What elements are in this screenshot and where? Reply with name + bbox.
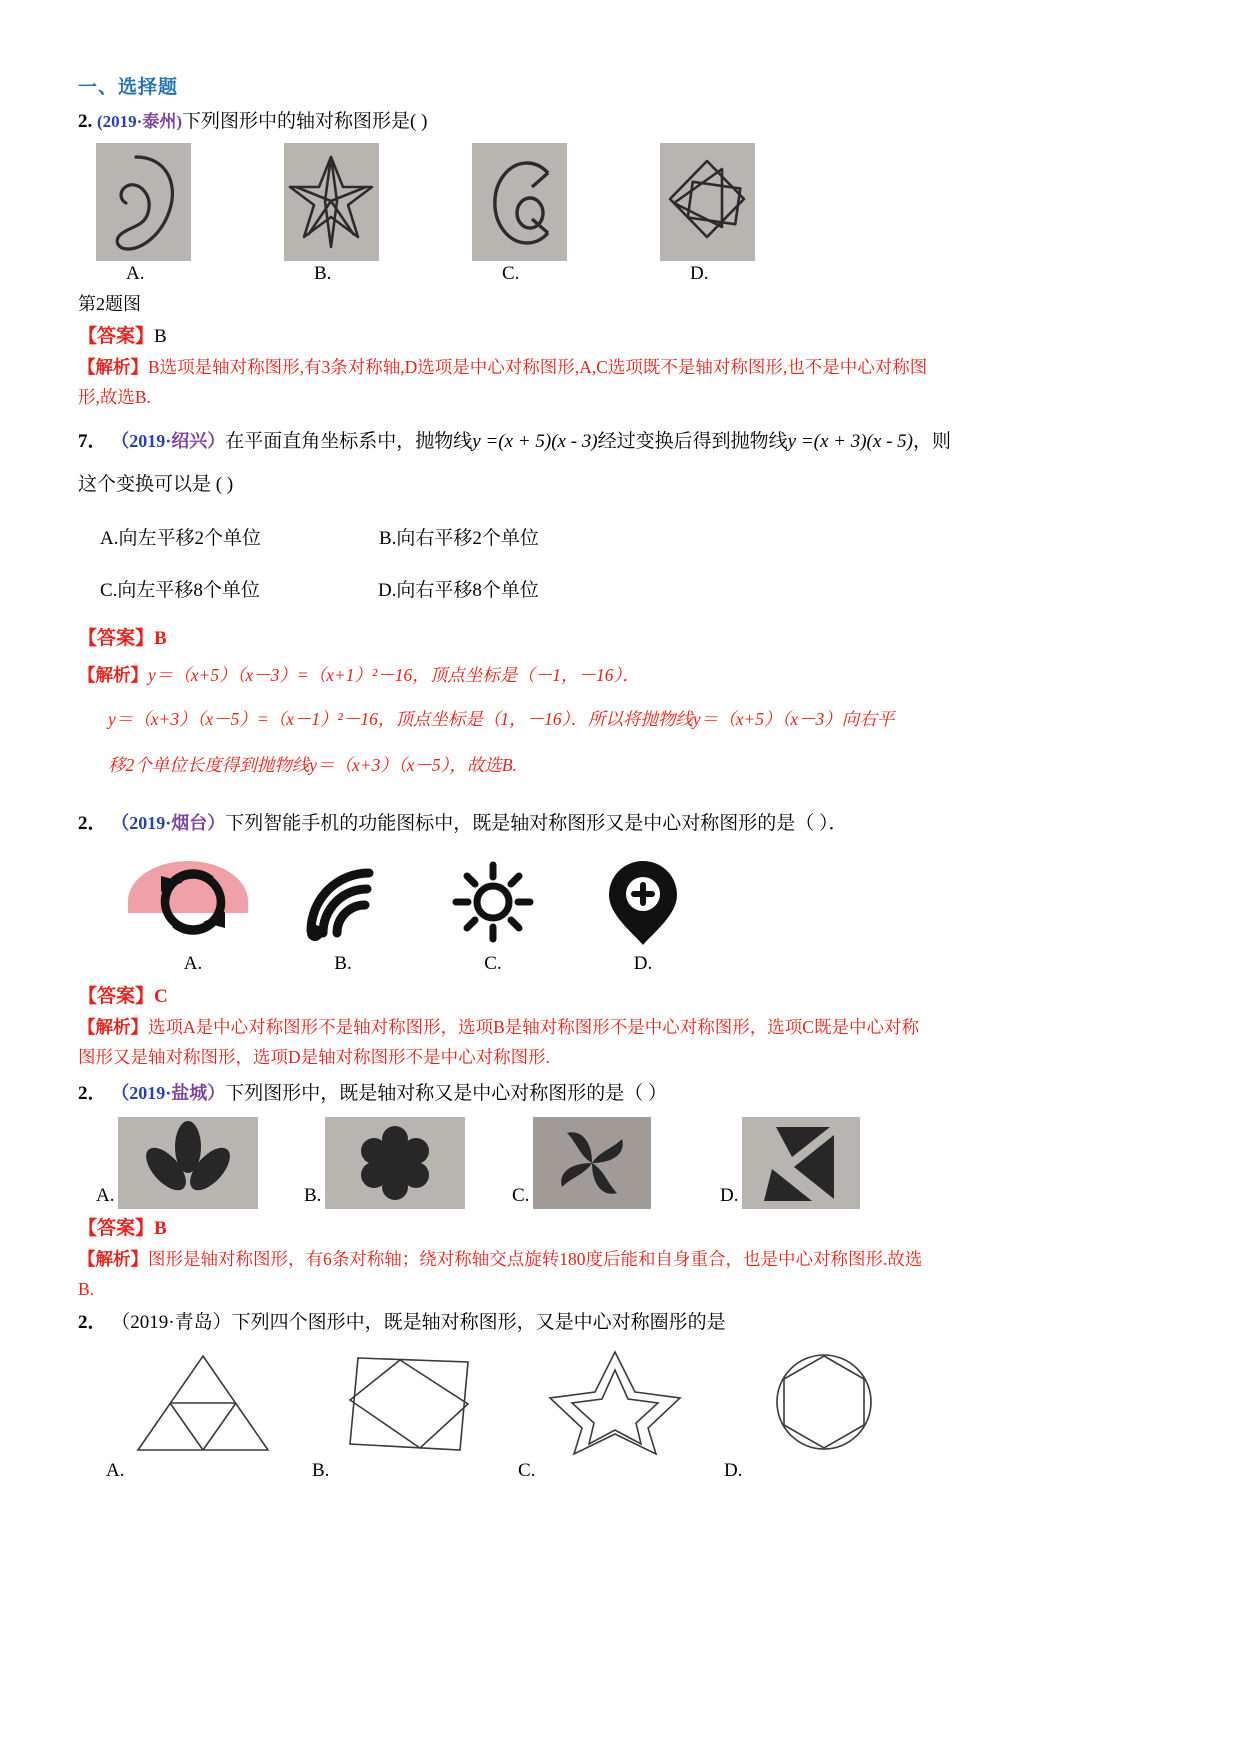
question-2-formula-2: y =(x + 3)(x - 5) (787, 431, 913, 452)
question-5-source-year: （2019· (111, 1312, 175, 1333)
icon-label-d: D. (633, 953, 653, 974)
question-1-source-city: 泰州) (142, 112, 183, 131)
option-a[interactable]: A.向左平移2个单位 (100, 528, 261, 549)
photo-b (325, 1117, 465, 1209)
icon-option-c (418, 857, 568, 975)
answer-value: B (154, 1218, 167, 1239)
option-label-d: D. (720, 1185, 739, 1206)
question-2-explanation-line2 (78, 696, 1179, 742)
wifi-icon (278, 857, 408, 947)
option-label-b: B. (314, 263, 332, 284)
answer-tag: 【答案】 (78, 986, 155, 1007)
explanation-line-1: 选项A是中心对称图形不是轴对称图形，选项B是轴对称图形不是中心对称图形，选项C既是中心对称 (148, 1017, 919, 1037)
explanation-line-2: 形,故选B. (78, 387, 151, 407)
geo-label-c: C. (518, 1460, 536, 1481)
photo-b (284, 143, 379, 261)
answer-value: C (154, 986, 168, 1007)
photo-d (742, 1117, 860, 1209)
option-b[interactable]: B.向右平移2个单位 (378, 528, 539, 549)
option-label-d: D. (690, 263, 709, 284)
option-figure-d (720, 1117, 928, 1209)
hook-shape (96, 143, 191, 261)
rotate-icon (128, 857, 258, 947)
question-2-answer (78, 623, 1179, 654)
question-3-number: 2． (78, 813, 107, 834)
pinwheel-shape (533, 1117, 651, 1209)
explanation-tag: 【解析】 (78, 1249, 148, 1269)
question-2-options-row2 (78, 565, 1179, 617)
question-2-stem-line2: 这个变换可以是 ( ) (78, 474, 234, 495)
photo-a (118, 1117, 258, 1209)
photo-c (472, 143, 567, 261)
question-1-number: 2. (78, 111, 93, 132)
explanation-line-2: y＝（x+3）（x－5）=（x－1）²－16，顶点坐标是（1，－16）．所以将抛物线y＝（x+5）（x－3）向右平 (108, 709, 895, 729)
question-1-stem (78, 107, 1179, 137)
question-2-options (78, 513, 1179, 565)
geo-option-b (306, 1348, 512, 1482)
explanation-tag: 【解析】 (78, 665, 148, 685)
option-figure-a (88, 143, 248, 287)
question-3-explanation-line2 (78, 1042, 1178, 1072)
question-2-text-2: 经过变换后得到抛物线 (597, 431, 788, 452)
photo-d (660, 143, 755, 261)
option-figure-c (512, 1117, 720, 1209)
answer-value: B (154, 326, 167, 347)
geo-option-d (718, 1348, 924, 1482)
explanation-line-1: B选项是轴对称图形,有3条对称轴,D选项是中心对称图形,A,C选项既不是轴对称图形,也不是中心对称图 (148, 357, 928, 377)
question-1-text: 下列图形中的轴对称图形是( ) (182, 111, 428, 132)
question-4-explanation-line2 (78, 1274, 1178, 1304)
square-triangle-shape (660, 143, 755, 261)
icon-label-b: B. (334, 953, 352, 974)
question-5-text: 下列四个图形中，既是轴对称图形，又是中心对称圈彤的是 (231, 1312, 726, 1333)
question-1-source-year: (2019· (97, 112, 143, 131)
section-title: 一、选择题 (78, 77, 179, 98)
option-label-a: A. (126, 263, 145, 284)
explanation-line-2: 图形又是轴对称图形，选项D是轴对称图形不是中心对称图形. (78, 1047, 551, 1067)
triangles-shape (742, 1117, 860, 1209)
question-4-text: 下列图形中，既是轴对称又是中心对称图形的是（ ） (225, 1083, 668, 1104)
geo-label-d: D. (724, 1460, 743, 1481)
question-3-stem (78, 808, 1179, 839)
location-add-icon (578, 857, 708, 947)
option-figure-b (304, 1117, 512, 1209)
icon-label-c: C. (484, 953, 502, 974)
star-outline-shape (540, 1348, 690, 1458)
question-4-source-city: 盐城） (171, 1083, 226, 1103)
question-1-explanation-cont (78, 382, 1178, 412)
explanation-tag: 【解析】 (78, 357, 148, 377)
three-leaf-shape (118, 1117, 258, 1209)
answer-value: B (154, 628, 167, 649)
question-3-icons (78, 857, 1179, 975)
question-4-answer (78, 1213, 1179, 1244)
six-point-star-shape (284, 143, 379, 261)
option-figure-d (652, 143, 812, 287)
option-figure-a (96, 1117, 304, 1209)
explanation-line-1: 图形是轴对称图形，有6条对称轴；绕对称轴交点旋转180度后能和自身重合，也是中心对称图形.故选 (148, 1249, 923, 1269)
question-5-stem (78, 1308, 1179, 1338)
icon-option-a (118, 857, 268, 975)
question-3-source-year: （2019· (111, 813, 172, 833)
question-3-answer (78, 981, 1179, 1012)
icon-option-d (568, 857, 718, 975)
question-2-number: 7． (78, 431, 107, 452)
question-5-source-city: 青岛） (174, 1312, 232, 1333)
question-2-source-year: （2019· (111, 431, 172, 451)
question-2-formula-1: y =(x + 5)(x - 3) (472, 431, 598, 452)
triangle-subdivided-shape (128, 1348, 278, 1458)
geo-option-a (100, 1348, 306, 1482)
question-4-source-year: （2019· (111, 1083, 172, 1103)
option-figure-b (276, 143, 436, 287)
geo-label-a: A. (106, 1460, 125, 1481)
question-2-source-city: 绍兴） (171, 431, 226, 451)
brightness-icon (428, 857, 558, 947)
option-label-c: C. (512, 1185, 530, 1206)
question-4-figures (78, 1117, 1179, 1209)
answer-tag: 【答案】 (78, 326, 155, 347)
question-3-explanation (78, 1012, 1178, 1042)
question-4-explanation (78, 1244, 1178, 1274)
hexagon-circle-shape (746, 1348, 896, 1458)
question-2-explanation-line3 (78, 742, 1179, 788)
square-inscribed-quad-shape (334, 1348, 484, 1458)
question-1-answer (78, 321, 1179, 352)
question-5-figures (78, 1348, 1179, 1482)
explanation-line-2: B. (78, 1279, 95, 1299)
question-2-stem (78, 426, 1179, 457)
geo-option-c (512, 1348, 718, 1482)
option-label-c: C. (502, 263, 520, 284)
answer-tag: 【答案】 (78, 1218, 155, 1239)
six-petal-flower-shape (325, 1117, 465, 1209)
question-1-explanation (78, 352, 1178, 382)
question-2-explanation (78, 654, 1178, 696)
question-4-stem (78, 1078, 1179, 1109)
explanation-line-1: y＝（x+5）（x－3）=（x+1）²－16，顶点坐标是（－1，－16）． (148, 665, 640, 685)
option-figure-c (464, 143, 624, 287)
option-c[interactable]: C.向左平移8个单位 (100, 580, 260, 601)
question-3-source-city: 烟台） (171, 813, 226, 833)
c-letter-shape (472, 143, 567, 261)
photo-a (96, 143, 191, 261)
icon-label-a: A. (183, 953, 203, 974)
question-2-text-1: 在平面直角坐标系中，抛物线 (225, 431, 473, 452)
question-4-number: 2． (78, 1083, 107, 1104)
answer-tag: 【答案】 (78, 628, 155, 649)
option-label-b: B. (304, 1185, 322, 1206)
question-5-number: 2． (78, 1312, 107, 1333)
icon-option-b (268, 857, 418, 975)
explanation-line-3: 移2个单位长度得到抛物线y＝（x+3）（x－5），故选B. (108, 755, 517, 775)
question-1-figures (78, 143, 1179, 287)
question-1-caption: 第2题图 (78, 294, 141, 314)
geo-label-b: B. (312, 1460, 330, 1481)
question-3-text: 下列智能手机的功能图标中，既是轴对称图形又是中心对称图形的是（ ）． (225, 813, 848, 834)
photo-c (533, 1117, 651, 1209)
explanation-tag: 【解析】 (78, 1017, 148, 1037)
question-2-text-3: ，则 (912, 431, 951, 452)
option-label-a: A. (96, 1185, 115, 1206)
option-d[interactable]: D.向右平移8个单位 (377, 580, 539, 601)
